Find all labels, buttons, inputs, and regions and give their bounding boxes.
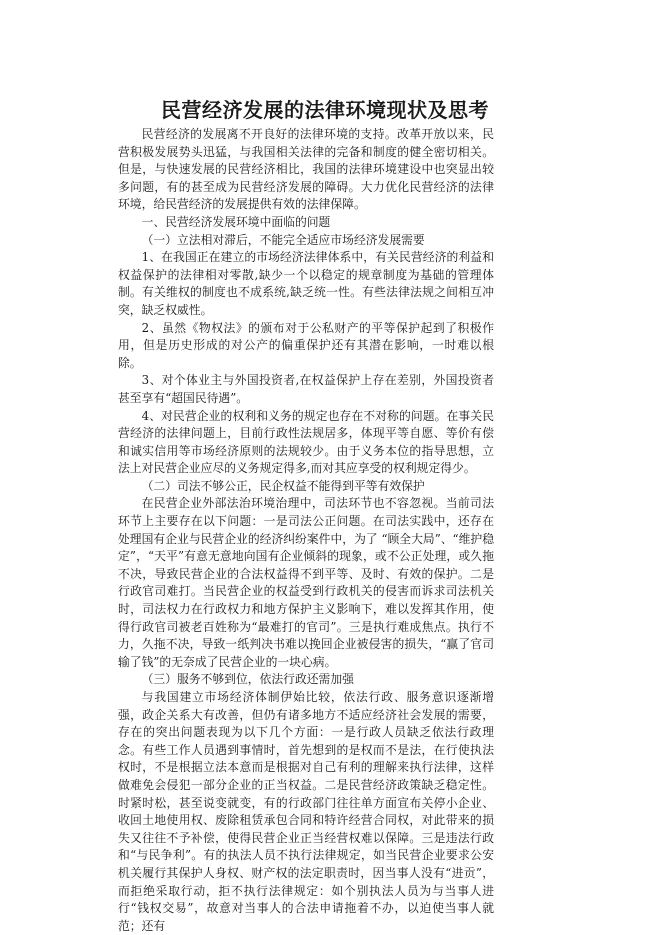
document-body: [118, 126, 494, 935]
legislation-point-1: 1、在我国正在建立的市场经济法律体系中，有关民营经济的利益和权益保护的法律相对零散,缺少一个以稳定的规章制度为基础的管理体制。有关维权的制度也不成系统,缺乏统一性。有些法律法规之间相互冲突，缺乏权威性。: [118, 250, 494, 317]
subsection-heading-services: （三）服务不够到位，依法行政还需加强: [141, 672, 354, 687]
legislation-point-4: 4、对民营企业的权利和义务的规定也存在不对称的问题。在事关民营经济的法律问题上，目前行政性法规居多，体现平等自愿、等价有偿和诚实信用等市场经济原则的法规较少。由于义务本位的指导思想，立法上对民营企业应尽的义务规定得多,而对其应享受的权利规定得少。: [118, 408, 494, 476]
section-heading-problems: 一、民营经济发展环境中面临的问题: [141, 214, 331, 229]
services-paragraph: 与我国建立市场经济体制伊始比较，依法行政、服务意识逐渐增强，政企关系大有改善，但仍有诸多地方不适应经济社会发展的需要，存在的突出问题表现为以下几个方面：一是行政人员缺乏依法行政理念。有些工作人员遇到事情时，首先想到的是权而不是法，在行使执法权时，不是根据立法本意而是根据对自己有利的理解来执行法律，这样做难免会侵犯一部分企业的正当权益。二是民营经济政策缺乏稳定性。时紧时松，甚至说变就变，有的行政部门往往单方面宣布关停小企业、收回土地使用权、废除租赁承包合同和特许经营合同权，对此带来的损失又往往不予补偿，使得民营企业正当经营权难以保障。三是违法行政和“与民争利”。有的执法人员不执行法律规定，如当民营企业要求公安机关履行其保护人身权、财产权的法定职责时，因当事人没有“进贡”，而拒绝采取行动，拒不执行法律规定：如个别执法人员为与当事人进行“钱权交易”，故意对当事人的合法申请拖着不办，以迫使当事人就范；还有: [118, 690, 494, 933]
judiciary-paragraph: 在民营企业外部法治环境治理中，司法环节也不容忽视。当前司法环节上主要存在以下问题：一是司法公正问题。在司法实践中，还存在处理国有企业与民营企业的经济纠纷案件中，为了 “顾全大局”、“维护稳定”，“天平”有意无意地向国有企业倾斜的现象，或不公正处理，或久拖不决，导致民营企业的合法权益得不到平等、及时、有效的保护。二是行政官司难打。当民营企业的权益受到行政机关的侵害而诉求司法机关时，司法权力在行政权力和地方保护主义影响下，难以发挥其作用，使得行政官司被老百姓称为“最难打的官司”。三是执行难成焦点。执行不力，久拖不决，导致一纸判决书难以挽回企业被侵害的损失，“赢了官司输了钱”的无奈成了民营企业的一块心病。: [118, 496, 494, 669]
document-title: 民营经济发展的法律环境现状及思考: [161, 98, 489, 123]
intro-paragraph: 民营经济的发展离不开良好的法律环境的支持。改革开放以来，民营积极发展势头迅猛，与我国相关法律的完备和制度的健全密切相关。但是，与快速发展的民营经济相比，我国的法律环境建设中也突显出较多问题，有的甚至成为民营经济发展的障碍。大力优化民营经济的法律环境，给民营经济的发展提供有效的法律保障。: [118, 127, 494, 212]
legislation-point-2: 2、虽然《物权法》的颁布对于公私财产的平等保护起到了积极作用，但是历史形成的对公产的偏重保护还有其潜在影响，一时难以根除。: [118, 320, 494, 370]
legislation-point-3: 3、对个体业主与外国投资者,在权益保护上存在差别，外国投资者甚至享有“超国民待遇”。: [118, 373, 494, 405]
subsection-heading-legislation: （一）立法相对滞后，不能完全适应市场经济发展需要: [141, 232, 425, 247]
subsection-heading-judiciary: （二）司法不够公正，民企权益不能得到平等有效保护: [141, 478, 425, 493]
